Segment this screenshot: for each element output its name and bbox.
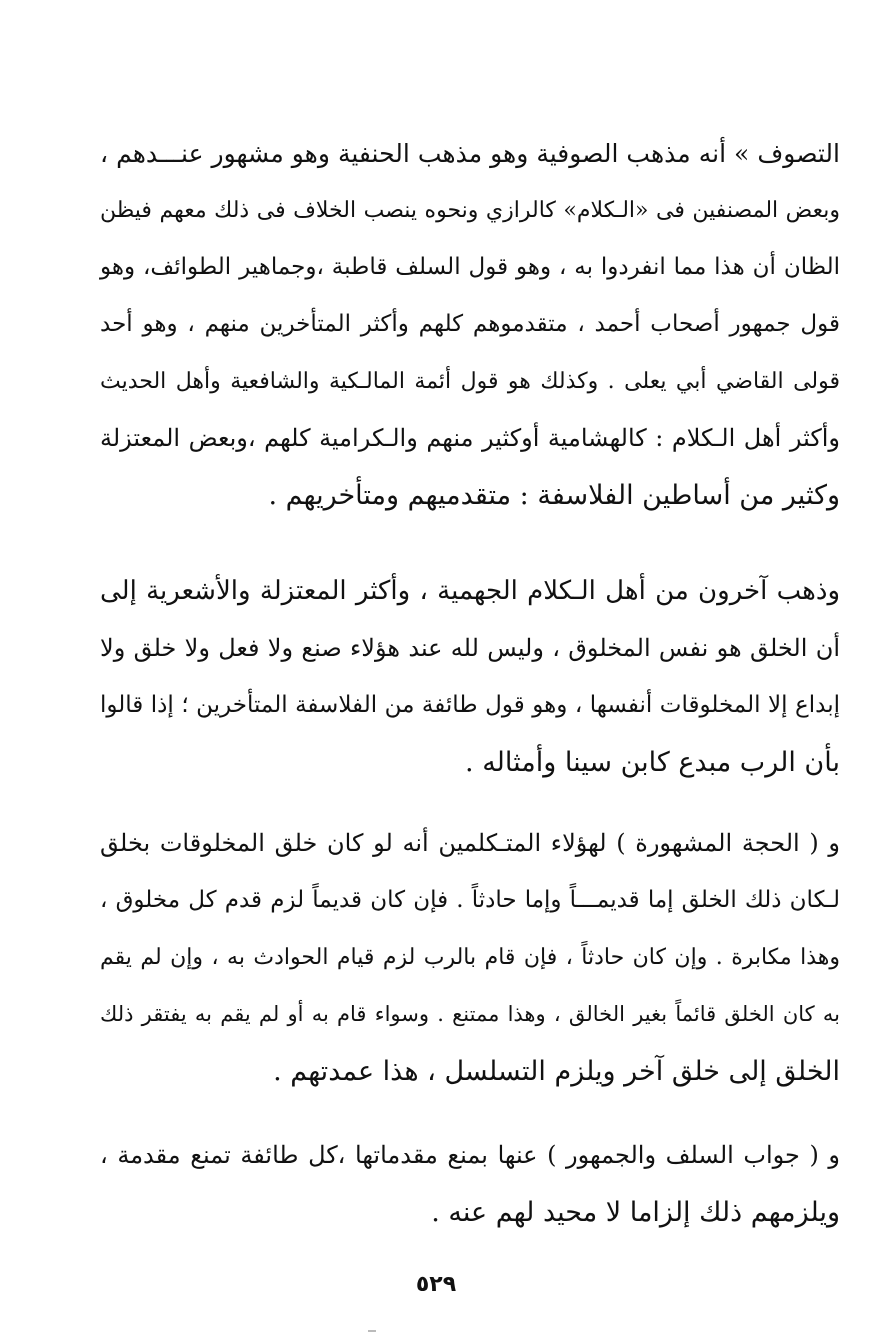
text-line: التصوف » أنه مذهب الصوفية وهو مذهب الحنفية وهو مشهور عنـــدهم ، (100, 139, 840, 168)
paragraph-4 (100, 1127, 840, 1241)
page-number: ٥٢٩ (415, 1272, 457, 1297)
text-line: و ( جواب السلف والجمهور ) عنها بمنع مقدماتها ،كل طائفة تمنع مقدمة ، (100, 1141, 840, 1169)
text-line: الظان أن هذا مما انفردوا به ، وهو قول السلف قاطبة ،وجماهير الطوائف، وهو (100, 254, 840, 280)
text-line: وبعض المصنفين فى «الـكلام» كالرازي ونحوه ينصب الخلاف فى ذلك معهم فيظن (100, 198, 840, 223)
text-line: وأكثر أهل الـكلام : كالهشامية أوكثير منهم والـكرامية كلهم ،وبعض المعتزلة (100, 424, 840, 452)
text-line: إبداع إلا المخلوقات أنفسها ، وهو قول طائفة من الفلاسفة المتأخرين ؛ إذا قالوا (100, 692, 840, 718)
text-line: وهذا مكابرة . وإن كان حادثاً ، فإن قام بالرب لزم قيام الحوادث به ، وإن لم يقم (100, 945, 840, 970)
text-line: ويلزمهم ذلك إلزاما لا محيد لهم عنه . (431, 1197, 840, 1228)
text-line: أن الخلق هو نفس المخلوق ، وليس لله عند هؤلاء صنع ولا فعل ولا خلق ولا (100, 634, 840, 662)
text-line: لـكان ذلك الخلق إما قديمـــاً وإما حادثاً . فإن كان قديماً لزم قدم كل مخلوق ، (100, 887, 840, 913)
text-line: به كان الخلق قائماً بغير الخالق ، وهذا ممتنع . وسواء قام به أو لم يقم به يفتقر ذلك (100, 1002, 840, 1026)
text-line: بأن الرب مبدع كابن سينا وأمثاله . (465, 747, 840, 778)
scan-artifact (368, 1330, 376, 1332)
text-line: قول جمهور أصحاب أحمد ، متقدموهم كلهم وأكثر المتأخرين منهم ، وهو أحد (100, 311, 840, 337)
paragraph-2 (100, 563, 840, 791)
text-line: وذهب آخرون من أهل الـكلام الجهمية ، وأكثر المعتزلة والأشعرية إلى (100, 576, 840, 606)
paragraph-3 (100, 815, 840, 1100)
text-line: قولى القاضي أبي يعلى . وكذلك هو قول أئمة المالـكية والشافعية وأهل الحديث (100, 369, 840, 394)
text-line: و ( الحجة المشهورة ) لهؤلاء المتـكلمين أنه لو كان خلق المخلوقات بخلق (100, 829, 840, 857)
text-line: وكثير من أساطين الفلاسفة : متقدميهم ومتأخريهم . (268, 480, 840, 511)
paragraph-1 (100, 125, 840, 524)
text-line: الخلق إلى خلق آخر ويلزم التسلسل ، هذا عمدتهم . (273, 1056, 840, 1087)
